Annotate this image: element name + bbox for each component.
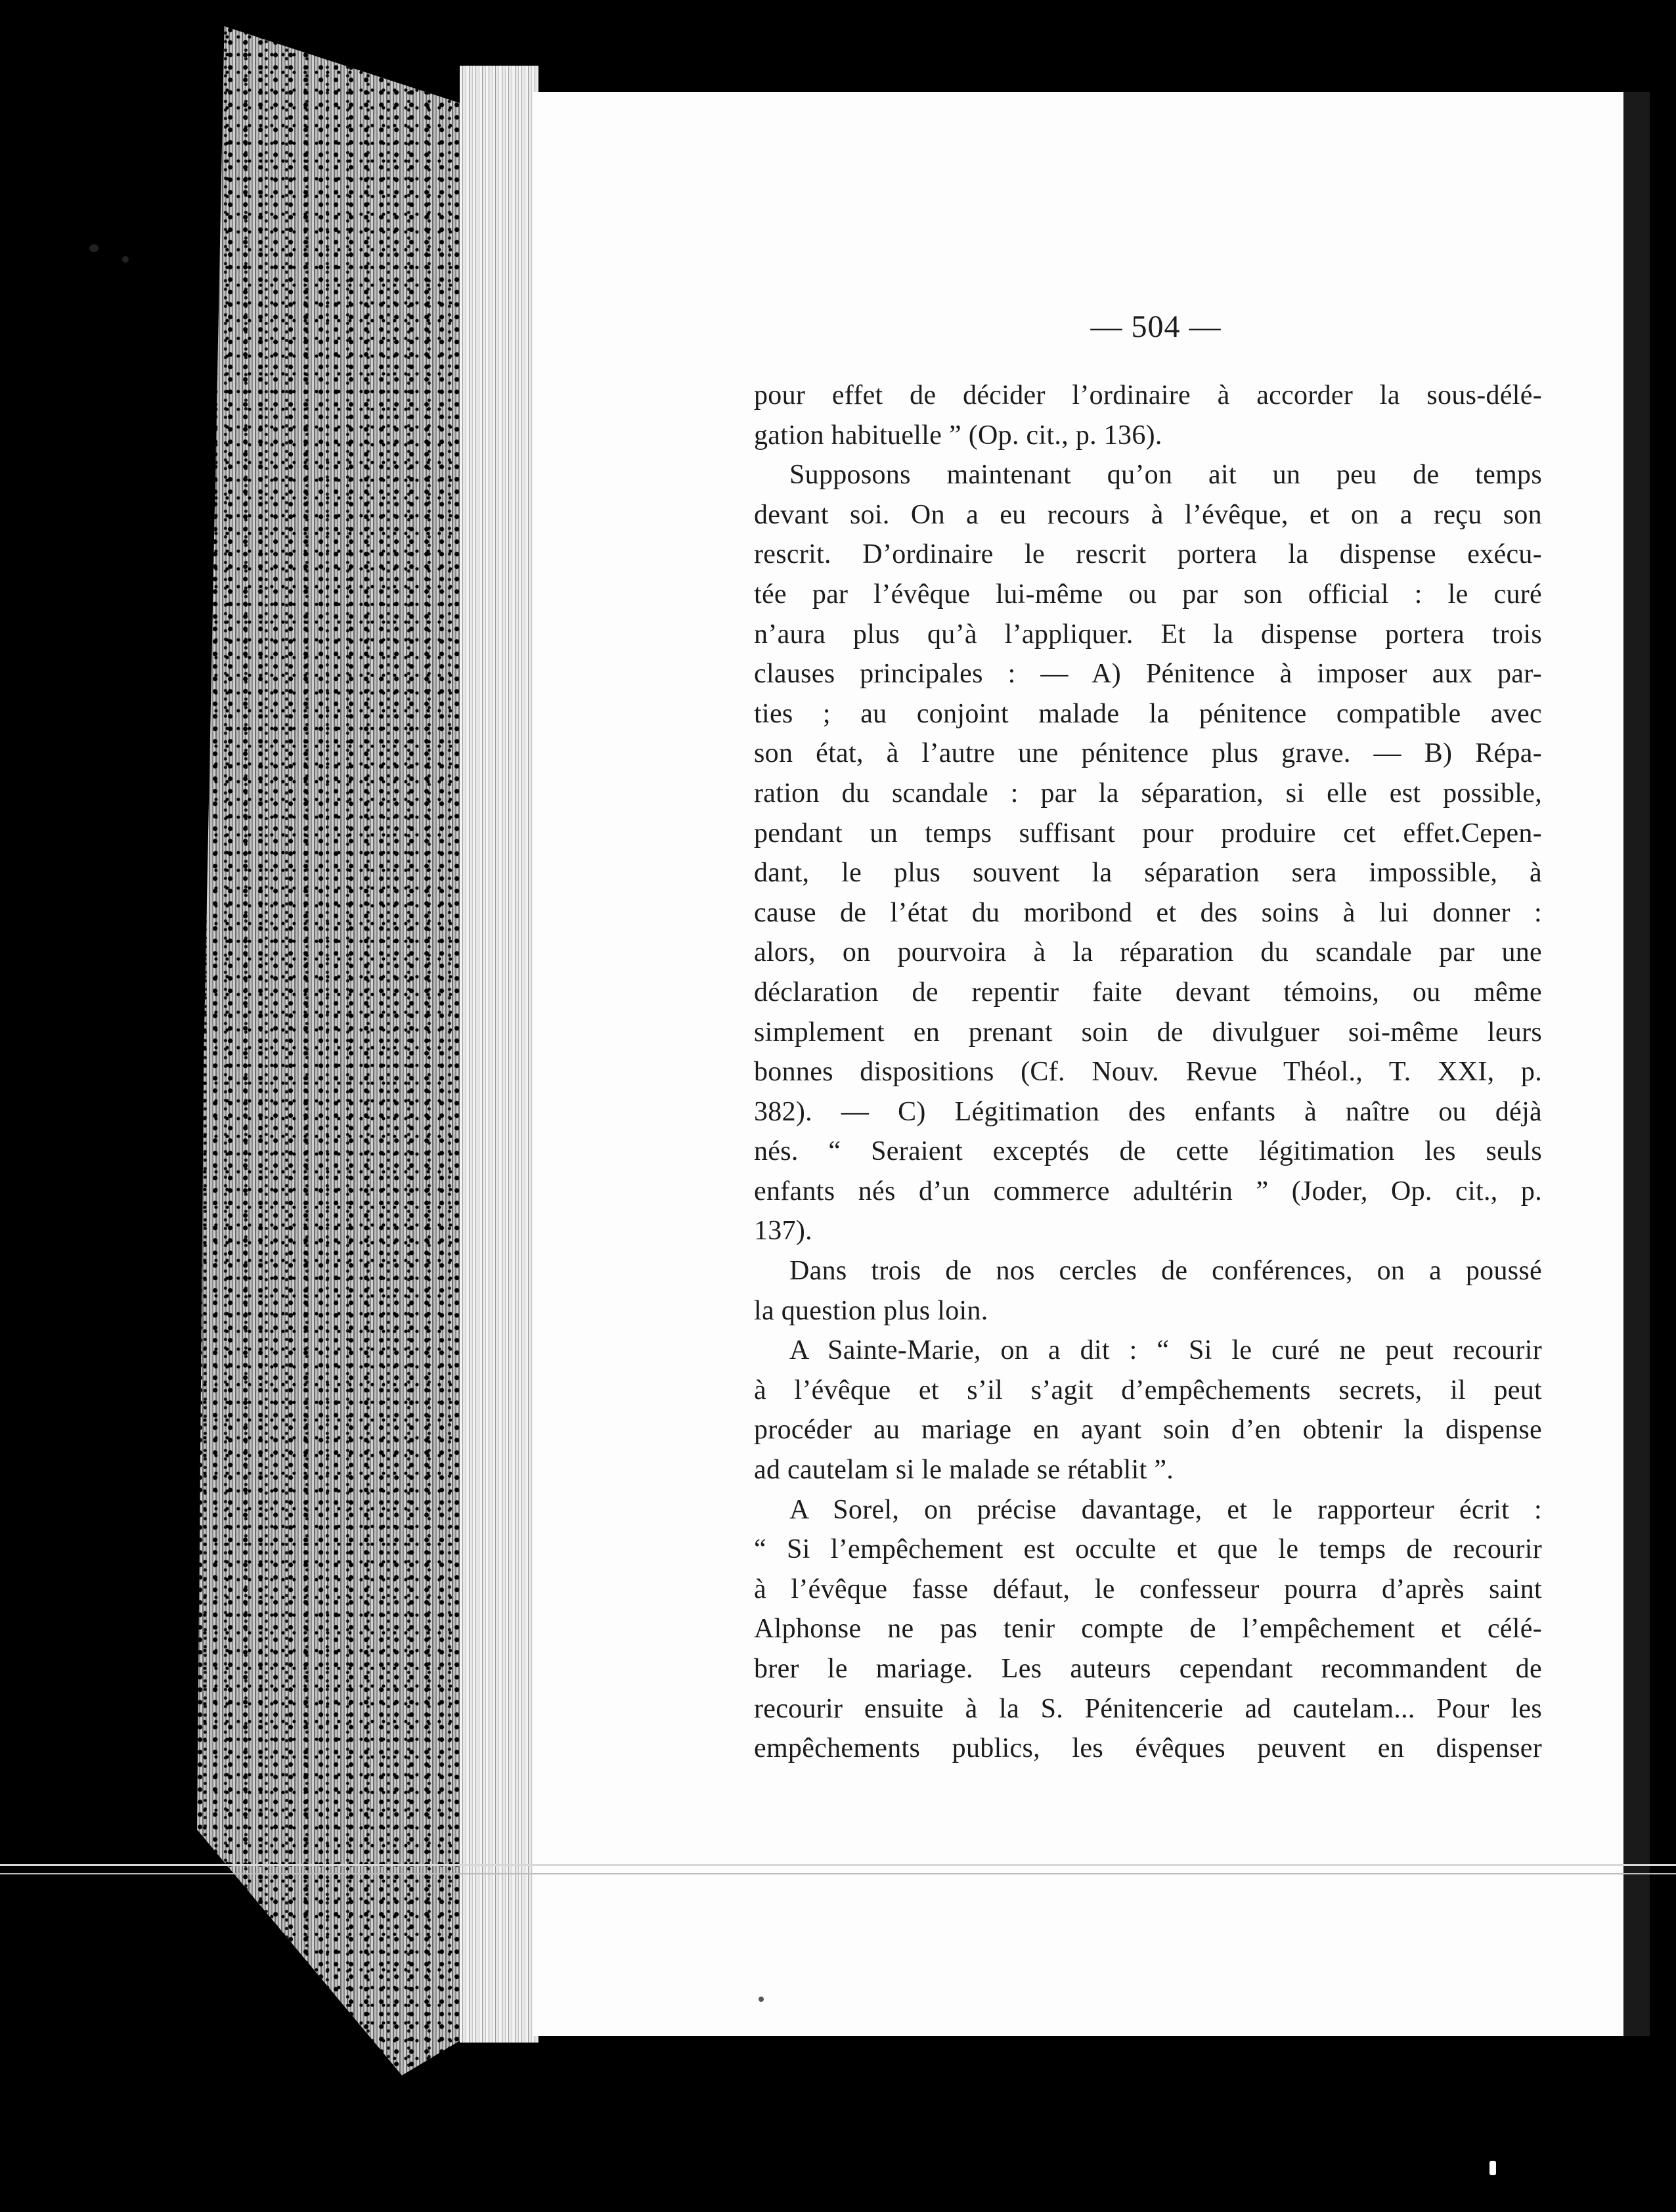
text-line: son état, à l’autre une pénitence plus grave. — B) Répa-: [754, 738, 1542, 769]
scan-speck: [122, 256, 129, 263]
page-stack-edge: [460, 66, 539, 2043]
text-line: clauses principales : — A) Pénitence à imposer aux par-: [754, 659, 1542, 690]
text-line: la question plus loin.: [754, 1295, 988, 1326]
text-line: à l’évêque fasse défaut, le confesseur pourra d’après saint: [754, 1574, 1542, 1604]
text-line: Alphonse ne pas tenir compte de l’empêchement et célé-: [754, 1614, 1542, 1645]
scan-speck: [1489, 2161, 1496, 2175]
scan-speck: [759, 1997, 764, 2002]
page-number: — 504 —: [1090, 309, 1222, 344]
text-line: à l’évêque et s’il s’agit d’empêchements secrets, il peut: [754, 1375, 1542, 1405]
text-line: Dans trois de nos cercles de conférences, on a poussé: [789, 1256, 1542, 1287]
page-body-text: [754, 376, 1542, 1769]
text-line: n’aura plus qu’à l’appliquer. Et la dispense portera trois: [754, 619, 1542, 650]
text-line: pour effet de décider l’ordinaire à accorder la sous-délé-: [754, 380, 1542, 410]
text-line: 137).: [754, 1216, 812, 1247]
text-line: bonnes dispositions (Cf. Nouv. Revue Théol., T. XXI, p.: [754, 1057, 1542, 1088]
text-line: devant soi. On a eu recours à l’évêque, et on a reçu son: [754, 499, 1542, 530]
text-line: A Sorel, on précise davantage, et le rapporteur écrit :: [789, 1494, 1542, 1525]
text-line: ration du scandale : par la séparation, si elle est possible,: [754, 778, 1542, 808]
text-line: enfants nés d’un commerce adultérin ” (Joder, Op. cit., p.: [754, 1176, 1542, 1206]
text-line: brer le mariage. Les auteurs cependant recommandent de: [754, 1654, 1542, 1684]
text-line: cause de l’état du moribond et des soins à lui donner :: [754, 897, 1542, 928]
text-line: procéder au mariage en ayant soin d’en obtenir la dispense: [754, 1415, 1542, 1446]
text-line: “ Si l’empêchement est occulte et que le temps de recourir: [754, 1534, 1542, 1565]
text-line: 382). — C) Légitimation des enfants à naître ou déjà: [754, 1096, 1542, 1127]
text-line: ad cautelam si le malade se rétablit ”.: [754, 1455, 1174, 1486]
scan-line: [0, 1864, 1676, 1866]
text-line: pendant un temps suffisant pour produire cet effet.Cepen-: [754, 818, 1542, 849]
text-line: simplement en prenant soin de divulguer soi-même leurs: [754, 1017, 1542, 1048]
text-line: tée par l’évêque lui-même ou par son official : le curé: [754, 579, 1542, 609]
text-line: gation habituelle ” (Op. cit., p. 136).: [754, 420, 1162, 451]
text-line: Supposons maintenant qu’on ait un peu de temps: [789, 460, 1542, 491]
text-line: rescrit. D’ordinaire le rescrit portera la dispense exécu-: [754, 539, 1542, 570]
text-line: alors, on pourvoira à la réparation du scandale par une: [754, 937, 1542, 968]
text-line: nés. “ Seraient exceptés de cette légitimation les seuls: [754, 1136, 1542, 1167]
text-line: empêchements publics, les évêques peuvent en dispenser: [754, 1733, 1542, 1764]
text-line: ties ; au conjoint malade la pénitence compatible avec: [754, 698, 1542, 729]
text-line: A Sainte-Marie, on a dit : “ Si le curé ne peut recourir: [789, 1335, 1542, 1366]
text-line: recourir ensuite à la S. Pénitencerie ad cautelam... Pour les: [754, 1693, 1542, 1724]
scan-speck: [89, 244, 99, 252]
text-line: déclaration de repentir faite devant témoins, ou même: [754, 977, 1542, 1007]
scan-line: [0, 1873, 1676, 1874]
text-line: dant, le plus souvent la séparation sera impossible, à: [754, 858, 1542, 889]
